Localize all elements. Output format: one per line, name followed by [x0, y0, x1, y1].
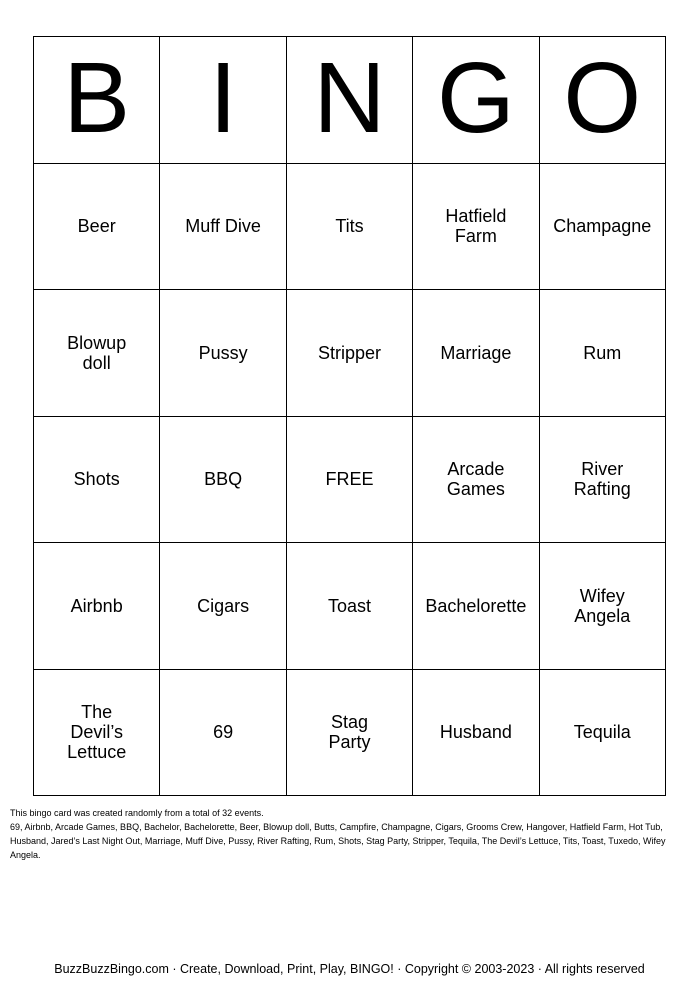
header-letter-b: B	[34, 37, 160, 164]
bingo-cell: Rum	[540, 290, 666, 417]
header-letter-g: G	[413, 37, 539, 164]
bingo-cell: Blowup doll	[34, 290, 160, 417]
bingo-cell: Toast	[287, 543, 413, 670]
bingo-cell: Tits	[287, 164, 413, 291]
bingo-cell: Tequila	[540, 670, 666, 797]
bingo-cell: Airbnb	[34, 543, 160, 670]
bingo-cell: Beer	[34, 164, 160, 291]
event-list-note	[10, 806, 690, 862]
bingo-cell: Husband	[413, 670, 539, 797]
bingo-cell: 69	[160, 670, 286, 797]
bingo-cell: Stag Party	[287, 670, 413, 797]
bingo-cell: River Rafting	[540, 417, 666, 544]
bingo-card	[33, 36, 666, 796]
bingo-cell: Bachelorette	[413, 543, 539, 670]
bingo-cell: Shots	[34, 417, 160, 544]
bingo-cell: Wifey Angela	[540, 543, 666, 670]
copyright-footer: BuzzBuzzBingo.com · Create, Download, Print, Play, BINGO! · Copyright © 2003-2023 · All rights reserved	[54, 962, 645, 976]
bingo-cell: Arcade Games	[413, 417, 539, 544]
header-letter-o: O	[540, 37, 666, 164]
bingo-cell: Muff Dive	[160, 164, 286, 291]
bingo-cell: Marriage	[413, 290, 539, 417]
bingo-cell: Cigars	[160, 543, 286, 670]
bingo-cell: Pussy	[160, 290, 286, 417]
bingo-cell: The Devil’s Lettuce	[34, 670, 160, 797]
bingo-cell: BBQ	[160, 417, 286, 544]
bingo-cell: Hatfield Farm	[413, 164, 539, 291]
header-letter-i: I	[160, 37, 286, 164]
bingo-cell: Stripper	[287, 290, 413, 417]
header-letter-n: N	[287, 37, 413, 164]
event-count-text: This bingo card was created randomly from a total of 32 events.	[10, 808, 264, 818]
event-list-text: 69, Airbnb, Arcade Games, BBQ, Bachelor, Bachelorette, Beer, Blowup doll, Butts, Campfire, Champagne, Cigars, Grooms Crew, Hangover, Hatfield Farm, Hot Tub, Husband, Jared’s Last Night Out, Marriage, Muff Dive, Pussy, River Rafting, Rum, Shots, Stag Party, Stripper, Tequila, The Devil’s Lettuce, Tits, Toast, Tuxedo, Wifey Angela.	[10, 822, 666, 860]
bingo-cell: Champagne	[540, 164, 666, 291]
free-space-cell: FREE	[287, 417, 413, 544]
